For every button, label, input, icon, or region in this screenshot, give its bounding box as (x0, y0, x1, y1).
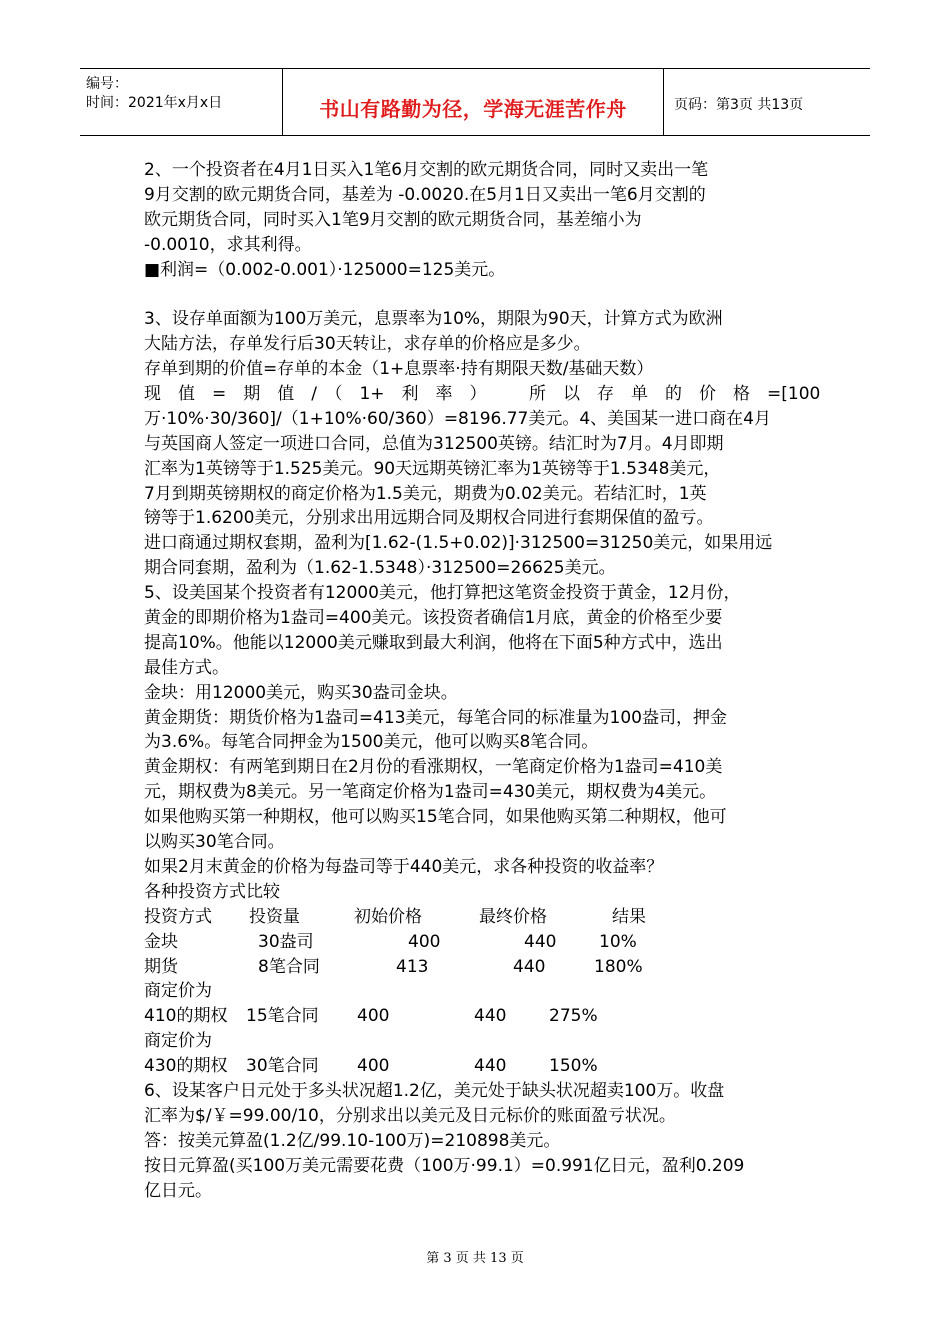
text-line: 7月到期英镑期权的商定价格为1.5美元，期费为0.02美元。若结汇时，1英 (144, 483, 707, 504)
table-header-cell: 最终价格 (479, 906, 547, 927)
text-line: 进口商通过期权套期，盈利为[1.62-(1.5+0.02)]·312500=31250美元，如果用远 (144, 533, 773, 554)
text-line: 如果2月末黄金的价格为每盎司等于440美元，求各种投资的收益率？ (144, 856, 664, 877)
table-header-row (144, 905, 814, 930)
document-body (144, 158, 821, 1203)
table-cell: 商定价为 (144, 1031, 212, 1052)
table-cell: 金块 (144, 931, 178, 952)
text-line: 与英国商人签定一项进口合同，总值为312500英镑。结汇时为7月。4月即期 (144, 433, 724, 454)
table-header-cell: 结果 (612, 906, 646, 927)
text-line: 为3.6%。每笔合同押金为1500美元，他可以购买8笔合同。 (144, 732, 599, 753)
text-line: 以购买30笔合同。 (144, 832, 285, 853)
table-row (144, 930, 814, 955)
table-cell: 400 (408, 931, 441, 952)
table-cell: 440 (474, 1006, 507, 1027)
table-cell: 400 (357, 1056, 390, 1077)
text-line: 3、设存单面额为100万美元，息票率为10%，期限为90天，计算方式为欧洲 (144, 309, 723, 330)
table-header-cell: 投资方式 (144, 906, 212, 927)
text-line: 镑等于1.6200美元，分别求出用远期合同及期权合同进行套期保值的盈亏。 (144, 508, 714, 529)
table-cell: 180% (594, 956, 643, 977)
text-line: 金块：用12000美元，购买30盎司金块。 (144, 682, 458, 703)
page-footer: 第 3 页 共 13 页 (426, 1251, 524, 1266)
table-cell: 商定价为 (144, 981, 212, 1002)
text-line: 各种投资方式比较 (144, 881, 280, 902)
header-motto-cell (283, 69, 664, 135)
blank-line (144, 282, 814, 307)
table-cell: 8笔合同 (258, 956, 320, 977)
text-line: 黄金期权：有两笔到期日在2月份的看涨期权，一笔商定价格为1盎司=410美 (144, 757, 723, 778)
text-line: -0.0010，求其利得。 (144, 234, 312, 255)
text-line: 如果他购买第一种期权，他可以购买15笔合同，如果他购买第二种期权，他可 (144, 807, 727, 828)
table-cell: 430的期权 (144, 1056, 228, 1077)
table-cell: 150% (549, 1056, 598, 1077)
table-cell: 15笔合同 (246, 1006, 319, 1027)
table-cell: 30笔合同 (246, 1056, 319, 1077)
text-line: 欧元期货合同，同时买入1笔9月交割的欧元期货合同，基差缩小为 (144, 209, 642, 230)
text-line: 汇率为$/￥=99.00/10，分别求出以美元及日元标价的账面盈亏状况。 (144, 1105, 676, 1126)
text-line: 黄金的即期价格为1盎司=400美元。该投资者确信1月底，黄金的价格至少要 (144, 608, 723, 629)
text-line: ■利润=（0.002-0.001）·125000=125美元。 (144, 259, 506, 280)
page-indicator: 页码：第3页 共13页 (674, 97, 804, 113)
table-cell: 期货 (144, 956, 178, 977)
table-cell: 410的期权 (144, 1006, 228, 1027)
table-cell: 413 (396, 956, 429, 977)
text-line: 2、一个投资者在4月1日买入1笔6月交割的欧元期货合同，同时又卖出一笔 (144, 160, 709, 180)
text-line: 存单到期的价值=存单的本金（1+息票率·持有期限天数/基础天数） (144, 359, 654, 380)
text-line: 最佳方式。 (144, 657, 229, 678)
table-cell: 10% (599, 931, 637, 952)
text-line: 提高10%。他能以12000美元赚取到最大利润，他将在下面5种方式中，选出 (144, 632, 723, 653)
text-line: 汇率为1英镑等于1.525美元。90天远期英镑汇率为1英镑等于1.5348美元， (144, 458, 721, 479)
table-cell: 400 (357, 1006, 390, 1027)
header-page-cell (664, 69, 870, 135)
text-line: 亿日元。 (144, 1180, 212, 1201)
text-line: 6、设某客户日元处于多头状况超1.2亿，美元处于缺头状况超卖100万。收盘 (144, 1080, 725, 1101)
text-line: 现 值 = 期 值 / （ 1+ 利 率 ） 所 以 存 单 的 价 格 =[100 (144, 384, 821, 405)
table-cell: 30盎司 (258, 931, 314, 952)
table-cell: 440 (474, 1056, 507, 1077)
date-label: 时间：2021年x月x日 (86, 95, 223, 111)
table-row (144, 1054, 814, 1079)
text-line: 期合同套期，盈利为（1.62-1.5348）·312500=26625美元。 (144, 558, 616, 579)
table-cell: 440 (513, 956, 546, 977)
text-line: 按日元算盈(买100万美元需要花费（100万·99.1）=0.991亿日元，盈利0.209 (144, 1155, 745, 1176)
text-line: 元，期权费为8美元。另一笔商定价格为1盎司=430美元，期权费为4美元。 (144, 782, 717, 803)
motto: 书山有路勤为径，学海无涯苦作舟 (319, 97, 627, 121)
table-row (144, 1004, 814, 1029)
table-cell: 275% (549, 1006, 598, 1027)
table-row (144, 955, 814, 980)
text-line: 答：按美元算盈(1.2亿/99.10-100万)=210898美元。 (144, 1130, 561, 1151)
table-cell: 440 (524, 931, 557, 952)
table-header-cell: 投资量 (249, 906, 300, 927)
header-left-cell (80, 69, 283, 135)
text-line: 黄金期货：期货价格为1盎司=413美元，每笔合同的标准量为100盎司，押金 (144, 707, 727, 728)
text-line: 5、设美国某个投资者有12000美元，他打算把这笔资金投资于黄金，12月份， (144, 583, 741, 604)
table-header-cell: 初始价格 (354, 906, 422, 927)
document-header (80, 68, 870, 136)
text-line: 9月交割的欧元期货合同，基差为 -0.0020.在5月1日又卖出一笔6月交割的 (144, 184, 706, 205)
text-line: 万·10%·30/360]/（1+10%·60/360）=8196.77美元。4、美国某一进口商在4月 (144, 408, 771, 429)
text-line: 大陆方法，存单发行后30天转让，求存单的价格应是多少。 (144, 334, 591, 355)
serial-number-label: 编号： (86, 76, 128, 92)
